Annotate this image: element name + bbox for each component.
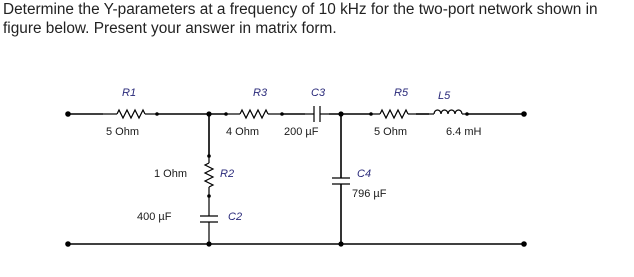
R1-value: 5 Ohm xyxy=(106,126,140,138)
C2-value: 400 µF xyxy=(137,211,172,223)
C3-capacitor xyxy=(284,87,329,138)
R1-ref: R1 xyxy=(122,87,137,99)
R5-ref: R5 xyxy=(394,87,409,99)
R2-resistor xyxy=(154,156,234,196)
port1-bottom-terminal xyxy=(65,241,71,247)
port2-bottom-terminal xyxy=(521,241,527,247)
R1-resistor xyxy=(103,87,157,138)
R2-value: 1 Ohm xyxy=(154,168,188,180)
C4-value: 796 µF xyxy=(352,188,387,200)
C2-capacitor xyxy=(137,196,242,244)
C3-value: 200 µF xyxy=(284,126,319,138)
port1-top-terminal xyxy=(65,111,71,117)
R3-ref: R3 xyxy=(253,87,268,99)
R3-value: 4 Ohm xyxy=(226,126,260,138)
C4-ref: C4 xyxy=(357,168,372,180)
L5-value: 6.4 mH xyxy=(446,126,482,138)
R5-resistor xyxy=(371,87,416,138)
R5-value: 5 Ohm xyxy=(374,126,408,138)
L5-ref: L5 xyxy=(438,90,451,102)
R2-ref: R2 xyxy=(220,168,235,180)
C2-ref: C2 xyxy=(228,211,243,223)
port2-top-terminal xyxy=(521,111,527,117)
C3-ref: C3 xyxy=(311,87,326,99)
question-line-2: figure below. Present your answer in matrix form. xyxy=(3,20,337,37)
question-line-1: Determine the Y-parameters at a frequency of 10 kHz for the two-port network shown in xyxy=(3,1,598,18)
R3-resistor xyxy=(226,87,282,138)
